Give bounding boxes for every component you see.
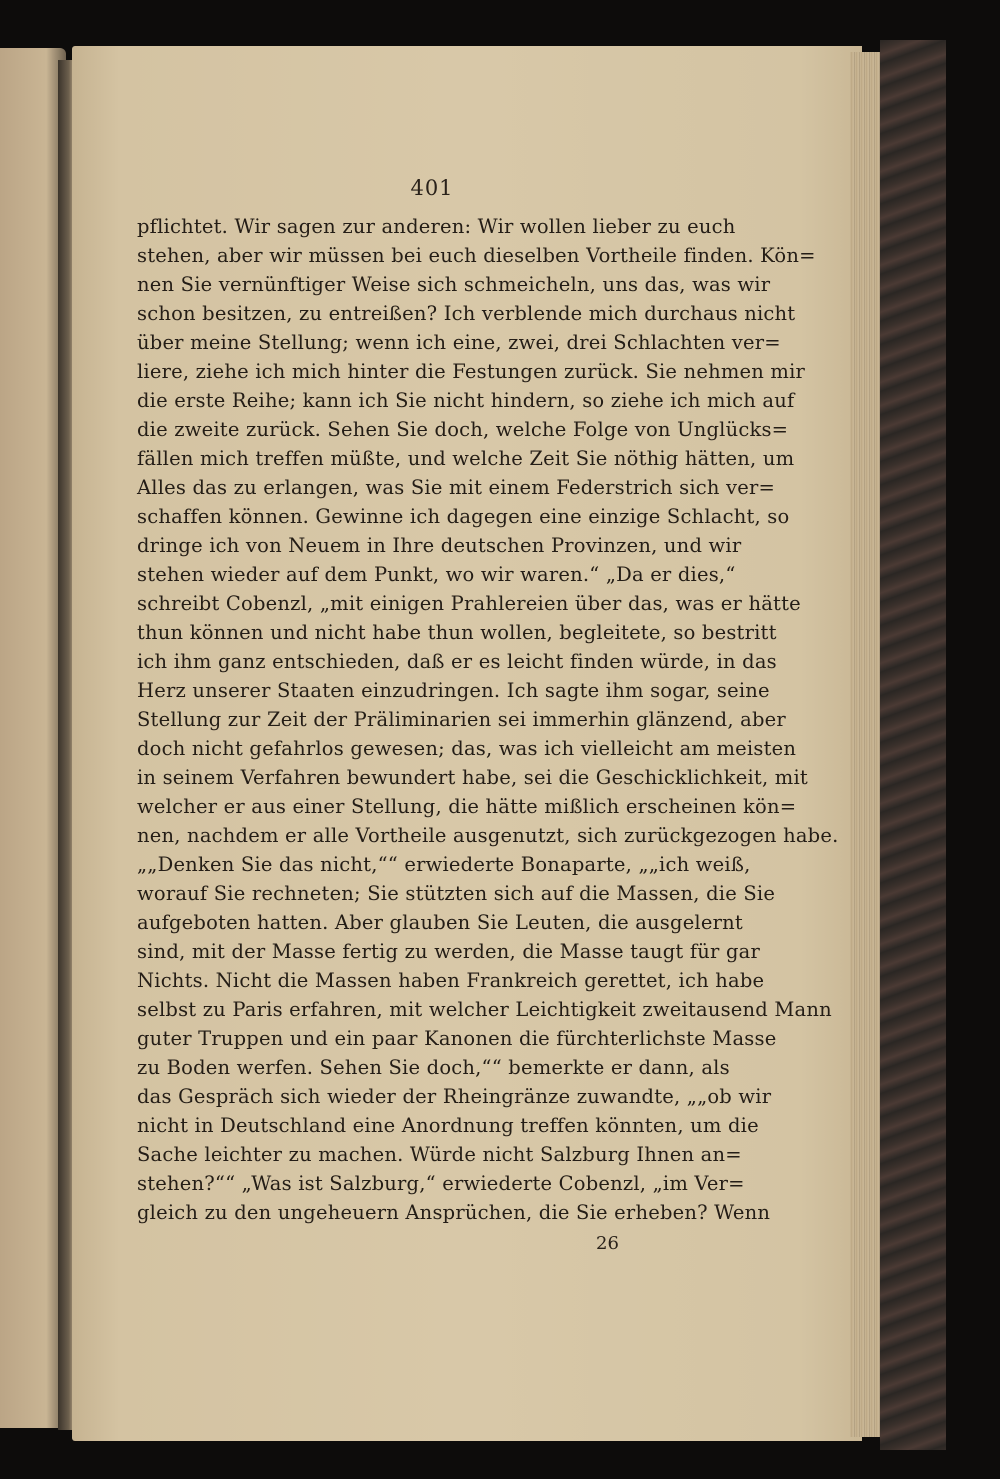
text-line: stehen, aber wir müssen bei euch dieselben Vortheile finden. Kön= [137, 244, 816, 267]
marbled-cover [880, 40, 946, 1450]
text-line: stehen wieder auf dem Punkt, wo wir waren.“ „Da er dies,“ [137, 563, 736, 586]
text-line: Stellung zur Zeit der Präliminarien sei immerhin glänzend, aber [137, 708, 786, 731]
text-line: stehen?““ „Was ist Salzburg,“ erwiederte Cobenzl, „im Ver= [137, 1172, 745, 1195]
text-line: welcher er aus einer Stellung, die hätte mißlich erscheinen kön= [137, 795, 797, 818]
text-line: sind, mit der Masse fertig zu werden, die Masse taugt für gar [137, 940, 760, 963]
text-line: das Gespräch sich wieder der Rheingränze zuwandte, „„ob wir [137, 1085, 772, 1108]
text-line: dringe ich von Neuem in Ihre deutschen Provinzen, und wir [137, 534, 742, 557]
text-line: nen Sie vernünftiger Weise sich schmeicheln, uns das, was wir [137, 273, 771, 296]
text-line: schaffen können. Gewinne ich dagegen eine einzige Schlacht, so [137, 505, 790, 528]
body-text [137, 212, 839, 1227]
text-line: schon besitzen, zu entreißen? Ich verblende mich durchaus nicht [137, 302, 796, 325]
text-line: ich ihm ganz entschieden, daß er es leicht finden würde, in das [137, 650, 777, 673]
text-line: die zweite zurück. Sehen Sie doch, welche Folge von Unglücks= [137, 418, 789, 441]
text-line: die erste Reihe; kann ich Sie nicht hindern, so ziehe ich mich auf [137, 389, 795, 412]
text-line: Herz unserer Staaten einzudringen. Ich sagte ihm sogar, seine [137, 679, 770, 702]
text-line: worauf Sie rechneten; Sie stützten sich auf die Massen, die Sie [137, 882, 776, 905]
text-line: pflichtet. Wir sagen zur anderen: Wir wollen lieber zu euch [137, 215, 736, 238]
signature-mark: 26 [596, 1233, 619, 1254]
text-line: thun können und nicht habe thun wollen, begleitete, so bestritt [137, 621, 777, 644]
text-line: schreibt Cobenzl, „mit einigen Prahlereien über das, was er hätte [137, 592, 801, 615]
text-line: nicht in Deutschland eine Anordnung treffen könnten, um die [137, 1114, 759, 1137]
text-line: in seinem Verfahren bewundert habe, sei die Geschicklichkeit, mit [137, 766, 808, 789]
page-number: 401 [410, 176, 454, 200]
text-line: „„Denken Sie das nicht,““ erwiederte Bonaparte, „„ich weiß, [137, 853, 751, 876]
text-line: liere, ziehe ich mich hinter die Festungen zurück. Sie nehmen mir [137, 360, 806, 383]
text-line: Alles das zu erlangen, was Sie mit einem Federstrich sich ver= [137, 476, 776, 499]
text-line: selbst zu Paris erfahren, mit welcher Leichtigkeit zweitausend Mann [137, 998, 832, 1021]
text-line: Nichts. Nicht die Massen haben Frankreich gerettet, ich habe [137, 969, 765, 992]
text-line: doch nicht gefahrlos gewesen; das, was ich vielleicht am meisten [137, 737, 797, 760]
text-line: über meine Stellung; wenn ich eine, zwei, drei Schlachten ver= [137, 331, 781, 354]
page-edges [850, 52, 880, 1437]
left-page-edge [0, 48, 66, 1428]
text-line: Sache leichter zu machen. Würde nicht Salzburg Ihnen an= [137, 1143, 742, 1166]
text-line: fällen mich treffen müßte, und welche Zeit Sie nöthig hätten, um [137, 447, 795, 470]
text-line: guter Truppen und ein paar Kanonen die fürchterlichste Masse [137, 1027, 777, 1050]
text-line: zu Boden werfen. Sehen Sie doch,““ bemerkte er dann, als [137, 1056, 730, 1079]
text-line: gleich zu den ungeheuern Ansprüchen, die Sie erheben? Wenn [137, 1201, 771, 1224]
text-line: nen, nachdem er alle Vortheile ausgenutzt, sich zurückgezogen habe. [137, 824, 839, 847]
text-line: aufgeboten hatten. Aber glauben Sie Leuten, die ausgelernt [137, 911, 743, 934]
